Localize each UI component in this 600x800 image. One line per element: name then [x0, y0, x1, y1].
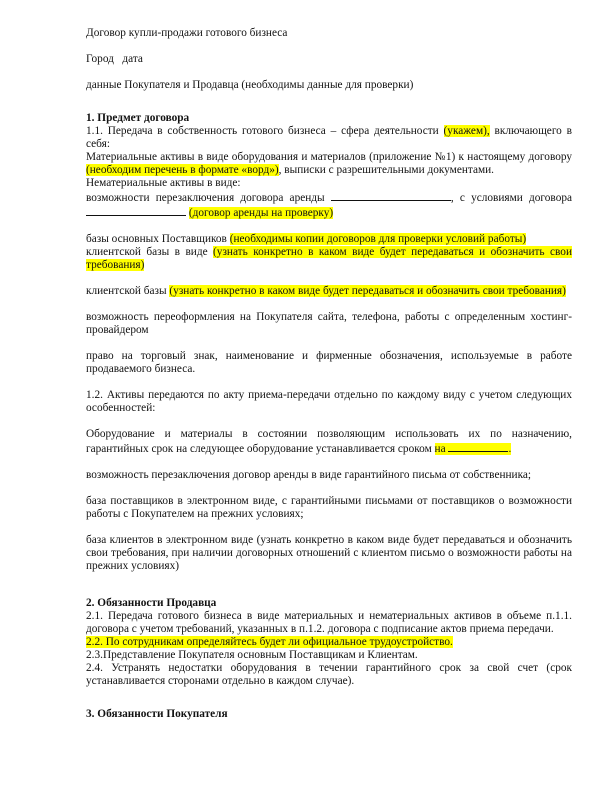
- highlight-scope: (укажем),: [443, 125, 490, 137]
- clients-line-2: клиентской базы (узнать конкретно в каком виде будет передаваться и обозначить свои требования): [86, 285, 566, 297]
- city-date: Город дата: [86, 53, 143, 65]
- equipment-line: Оборудование и материалы в состоянии позволяющим использовать их по назначению, гарантийных срок на следующее оборудование устанавливается сроком на .: [86, 428, 572, 455]
- highlight-clients-2: (узнать конкретно в каком виде будет передаваться и обозначить свои требования): [169, 285, 566, 297]
- clause-2-3: 2.3.Представление Покупателя основным Поставщикам и Клиентам.: [86, 649, 418, 661]
- parties-line: данные Покупателя и Продавца (необходимы данные для проверки): [86, 79, 414, 91]
- clause-2-2: [86, 636, 572, 649]
- supplier-base-line: база поставщиков в электронном виде, с гарантийными письмами от поставщиков о возможности работы с Покупателем на прежних условиях;: [86, 495, 572, 520]
- highlight-clients: (узнать конкретно в каком виде будет передаваться и обозначить свои требования): [86, 246, 573, 271]
- clause-1-1: 1.1. Передача в собственность готового бизнеса – сфера деятельности (укажем), включающего в себя:: [86, 125, 572, 150]
- highlight-suppliers: (необходимы копии договоров для проверки условий работы): [229, 233, 527, 245]
- highlight-lease-check: (договор аренды на проверку): [188, 207, 334, 219]
- clause-2-1: 2.1. Передача готового бизнеса в виде материальных и нематериальных активов в объеме п.1.1. договора с учетом требований, указанных в п.1.2. договора с подписание актов приема передачи.: [86, 610, 572, 635]
- blank-line: [86, 205, 186, 216]
- doc-title: Договор купли-продажи готового бизнеса: [86, 27, 288, 39]
- section-1-heading: 1. Предмет договора: [86, 112, 190, 124]
- lease-line: возможности перезаключения договора аренды , с условиями договора (договор аренды на проверку): [86, 192, 573, 219]
- blank-line: [331, 190, 451, 201]
- intangible-heading: Нематериальные активы в виде:: [86, 177, 241, 189]
- highlight-warranty-term: на .: [434, 443, 512, 455]
- client-base-line: база клиентов в электронном виде (узнать конкретно в каком виде будет передаваться и обозначить свои требования, при наличии договорных отношений с клиентом письмо о возможности работы на прежних условиях): [86, 534, 572, 572]
- clause-2-4: 2.4. Устранять недостатки оборудования в течении гарантийного срок за свой счет (срок устанавливается сторонами отдельно в каждом случае).: [86, 662, 572, 687]
- reregister-line: возможность переоформления на Покупателя сайта, телефона, работы с определенным хостинг-провайдером: [86, 311, 572, 336]
- blank-line: [448, 441, 508, 452]
- suppliers-line: базы основных Поставщиков (необходимы копии договоров для проверки условий работы): [86, 233, 527, 245]
- trademark-line: право на торговый знак, наименование и фирменные обозначения, используемые в работе продаваемого бизнеса.: [86, 350, 572, 375]
- highlight-word-list: (необходим перечень в формате «ворд»): [86, 164, 279, 176]
- lease-letter-line: возможность перезаключения договор аренды в виде гарантийного письма от собственника;: [86, 469, 532, 481]
- materials-line: Материальные активы в виде оборудования и материалов (приложение №1) к настоящему договору (необходим перечень в формате «ворд»), выписки с разрешительными документами.: [86, 151, 572, 176]
- highlight-staff: 2.2. По сотрудникам определяйтесь будет ли официальное трудоустройство.: [86, 636, 453, 648]
- section-3-heading: 3. Обязанности Покупателя: [86, 708, 228, 720]
- section-2-heading: 2. Обязанности Продавца: [86, 597, 217, 609]
- clause-1-2: 1.2. Активы передаются по акту приема-передачи отдельно по каждому виду с учетом следующих особенностей:: [86, 389, 572, 414]
- clients-line: клиентской базы в виде (узнать конкретно в каком виде будет передаваться и обозначить свои требования): [86, 246, 573, 271]
